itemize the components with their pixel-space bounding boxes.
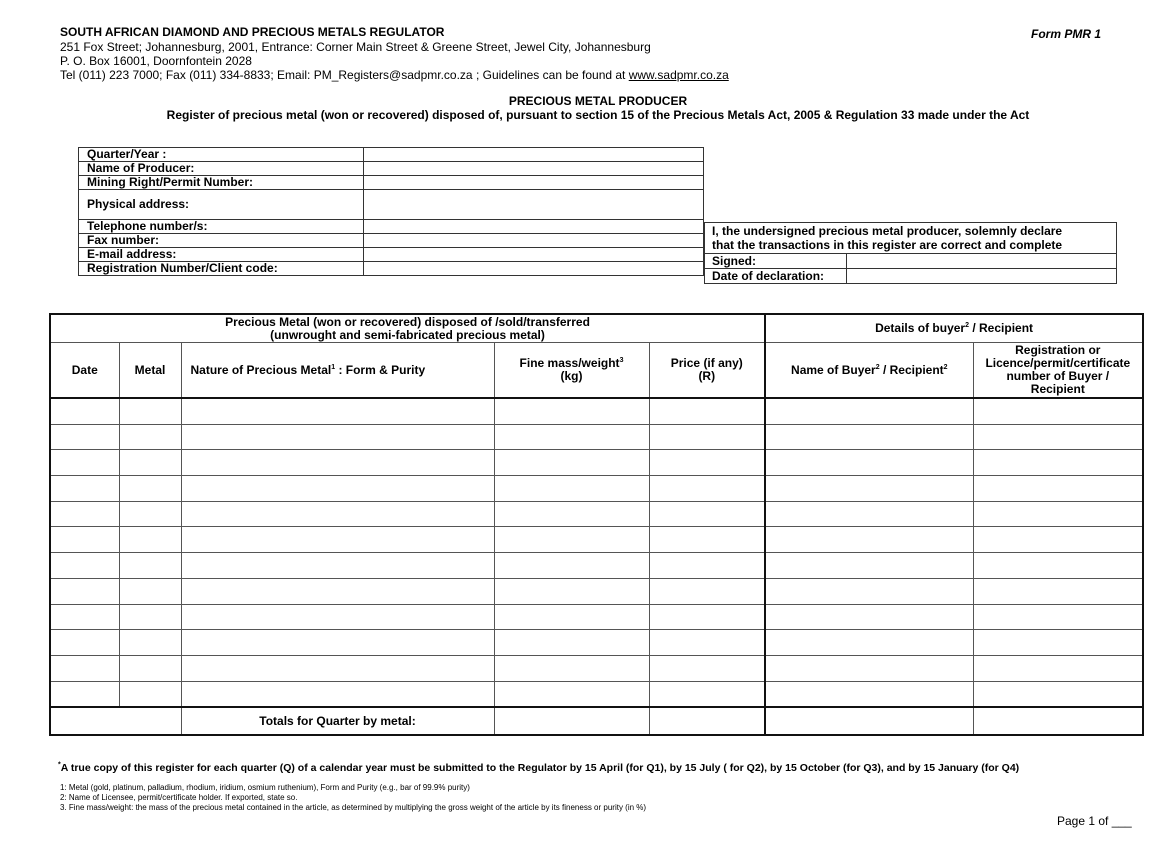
register-row [50, 501, 1143, 527]
declaration-date-field[interactable] [847, 269, 1117, 284]
price-cell[interactable] [649, 476, 765, 502]
date-cell[interactable] [50, 424, 119, 450]
registration-label-line: Recipient [1030, 382, 1085, 396]
contact-line [60, 68, 729, 83]
totals-label: Totals for Quarter by metal: [181, 707, 494, 735]
buyer-name-cell[interactable] [765, 527, 973, 553]
fine-mass-cell[interactable] [494, 527, 649, 553]
field-label: Mining Right/Permit Number: [79, 176, 364, 190]
metal-cell[interactable] [119, 527, 181, 553]
date-cell[interactable] [50, 578, 119, 604]
declaration-statement [705, 223, 1117, 254]
metal-cell[interactable] [119, 450, 181, 476]
field-row-mining-right [79, 176, 704, 190]
field-label: Fax number: [79, 234, 364, 248]
nature-cell[interactable] [181, 630, 494, 656]
buyer-name-cell[interactable] [765, 681, 973, 707]
website-link[interactable]: www.sadpmr.co.za [628, 68, 729, 82]
field-label: E-mail address: [79, 248, 364, 262]
metal-cell[interactable] [119, 578, 181, 604]
mass-unit: (kg) [560, 369, 583, 383]
field-row-quarter-year [79, 148, 704, 162]
metal-cell[interactable] [119, 501, 181, 527]
date-cell[interactable] [50, 553, 119, 579]
field-row-producer-name [79, 162, 704, 176]
date-cell[interactable] [50, 398, 119, 424]
price-cell[interactable] [649, 681, 765, 707]
column-header-nature [181, 343, 494, 399]
price-cell[interactable] [649, 655, 765, 681]
buyer-name-cell[interactable] [765, 655, 973, 681]
date-cell[interactable] [50, 501, 119, 527]
register-row [50, 630, 1143, 656]
declaration-table [704, 222, 1117, 284]
totals-blank-cell [50, 707, 181, 735]
buyer-group-label: Details of buyer [875, 321, 966, 335]
field-label: Telephone number/s: [79, 220, 364, 234]
address-line: 251 Fox Street; Johannesburg, 2001, Entrance: Corner Main Street & Greene Street, Jewel City, Johannesburg [60, 40, 651, 54]
register-row [50, 681, 1143, 707]
footnote-ref: 2 [965, 322, 970, 329]
disposal-group-header [50, 314, 765, 343]
fine-mass-cell[interactable] [494, 630, 649, 656]
nature-cell[interactable] [181, 398, 494, 424]
nature-cell[interactable] [181, 655, 494, 681]
fine-mass-cell[interactable] [494, 450, 649, 476]
register-row [50, 655, 1143, 681]
field-label: Registration Number/Client code: [79, 262, 364, 276]
registration-cell[interactable] [973, 450, 1143, 476]
buyer-name-cell[interactable] [765, 604, 973, 630]
declaration-line: I, the undersigned precious metal producer, solemnly declare [712, 224, 1063, 238]
date-cell[interactable] [50, 527, 119, 553]
fine-mass-cell[interactable] [494, 501, 649, 527]
page-number: Page 1 of ___ [1057, 814, 1132, 828]
mass-label: Fine mass/weight$^3$ [519, 356, 624, 370]
column-header-metal: Metal [119, 343, 181, 399]
register-body [50, 398, 1143, 707]
footnote-ref: 2 [875, 363, 880, 371]
fine-mass-cell[interactable] [494, 553, 649, 579]
price-cell[interactable] [649, 424, 765, 450]
fax-field[interactable] [364, 234, 704, 248]
fine-mass-cell[interactable] [494, 681, 649, 707]
form-code: Form PMR 1 [1031, 27, 1102, 41]
group-header-line: Precious Metal (won or recovered) disposed of /sold/transferred [225, 314, 590, 329]
register-row [50, 553, 1143, 579]
total-fine-mass-cell[interactable] [494, 707, 649, 735]
submission-text: A true copy of this register for each quarter (Q) of a calendar year must be submitted to the Regulator by 15 April (for Q1), by 15 July ( for Q2), by 15 October (for Q3), and by 15 January (for Q4) [60, 762, 1020, 774]
column-header-buyer-name [765, 343, 973, 399]
signed-label: Signed: [705, 254, 847, 269]
registration-cell[interactable] [973, 553, 1143, 579]
totals-buyer-cell [765, 707, 973, 735]
telephone-field[interactable] [364, 220, 704, 234]
totals-registration-cell [973, 707, 1143, 735]
nature-cell[interactable] [181, 578, 494, 604]
price-cell[interactable] [649, 630, 765, 656]
nature-cell[interactable] [181, 604, 494, 630]
price-cell[interactable] [649, 578, 765, 604]
buyer-name-cell[interactable] [765, 424, 973, 450]
nature-cell[interactable] [181, 681, 494, 707]
registration-cell[interactable] [973, 681, 1143, 707]
field-label: Name of Producer: [79, 162, 364, 176]
price-label: Price (if any) [670, 356, 743, 370]
metal-cell[interactable] [119, 476, 181, 502]
declaration-line: that the transactions in this register are correct and complete [712, 238, 1063, 252]
fine-mass-cell[interactable] [494, 604, 649, 630]
registration-cell[interactable] [973, 630, 1143, 656]
nature-cell[interactable] [181, 553, 494, 579]
fine-mass-cell[interactable] [494, 424, 649, 450]
producer-info-table [78, 147, 704, 276]
metal-cell[interactable] [119, 655, 181, 681]
footnote-ref: 2 [943, 363, 948, 371]
document-subtitle: Register of precious metal (won or recovered) disposed of, pursuant to section 15 of the Precious Metals Act, 2005 & Regulation 33 made under the Act [166, 108, 1030, 122]
column-header-fine-mass [494, 343, 649, 399]
price-cell[interactable] [649, 604, 765, 630]
date-cell[interactable] [50, 604, 119, 630]
registration-label-line: number of Buyer / [1006, 369, 1110, 383]
register-row [50, 527, 1143, 553]
register-row [50, 424, 1143, 450]
fine-mass-cell[interactable] [494, 655, 649, 681]
date-cell[interactable] [50, 450, 119, 476]
registration-label-line: Registration or [1015, 343, 1101, 357]
nature-cell[interactable] [181, 450, 494, 476]
date-cell[interactable] [50, 655, 119, 681]
footnote-ref: 1 [331, 363, 336, 371]
fine-mass-cell[interactable] [494, 578, 649, 604]
registration-number-field[interactable] [364, 262, 704, 276]
registration-cell[interactable] [973, 476, 1143, 502]
registration-cell[interactable] [973, 424, 1143, 450]
price-cell[interactable] [649, 450, 765, 476]
quarter-year-field[interactable] [364, 148, 704, 162]
column-header-registration [973, 343, 1143, 399]
field-label: Quarter/Year : [79, 148, 364, 162]
totals-row [50, 707, 1143, 735]
buyer-name-cell[interactable] [765, 553, 973, 579]
buyer-group-header [765, 314, 1143, 343]
field-row-email [79, 248, 704, 262]
column-header-price [649, 343, 765, 399]
register-row [50, 398, 1143, 424]
nature-cell[interactable] [181, 501, 494, 527]
date-cell[interactable] [50, 681, 119, 707]
nature-cell[interactable] [181, 424, 494, 450]
po-box-line: P. O. Box 16001, Doornfontein 2028 [60, 54, 252, 68]
fine-mass-cell[interactable] [494, 398, 649, 424]
document-title: PRECIOUS METAL PRODUCER [508, 94, 688, 108]
price-cell[interactable] [649, 501, 765, 527]
buyer-name-suffix: / Recipient [879, 362, 944, 377]
buyer-name-cell[interactable] [765, 501, 973, 527]
field-row-physical-address [79, 190, 704, 220]
mining-right-field[interactable] [364, 176, 704, 190]
registration-cell[interactable] [973, 501, 1143, 527]
field-row-fax [79, 234, 704, 248]
footnote-3: 3. Fine mass/weight: the mass of the precious metal contained in the article, as determined by multiplying the gross weight of the article by its fineness or purity (in %) [60, 803, 647, 812]
registration-cell[interactable] [973, 578, 1143, 604]
declaration-date-label: Date of declaration: [705, 269, 847, 284]
metal-cell[interactable] [119, 681, 181, 707]
submission-note [58, 762, 1019, 774]
buyer-name-label: Name of Buyer [791, 362, 876, 377]
footnote-1: 1: Metal (gold, platinum, palladium, rhodium, iridium, osmium ruthenium), Form and Purity (e.g., bar of 99.9% purity) [60, 783, 470, 792]
price-cell[interactable] [649, 398, 765, 424]
buyer-group-suffix: / Recipient [969, 321, 1034, 335]
buyer-name-cell[interactable] [765, 398, 973, 424]
metal-cell[interactable] [119, 398, 181, 424]
register-row [50, 476, 1143, 502]
metal-cell[interactable] [119, 630, 181, 656]
nature-cell[interactable] [181, 476, 494, 502]
total-price-cell[interactable] [649, 707, 765, 735]
contact-details: Tel (011) 223 7000; Fax (011) 334-8833; Email: PM_Registers@sadpmr.co.za ; Guidelines can be found at [60, 68, 629, 82]
field-label: Physical address: [79, 190, 364, 220]
date-cell[interactable] [50, 476, 119, 502]
signature-field[interactable] [847, 254, 1117, 269]
registration-label-line: Licence/permit/certificate [985, 356, 1131, 370]
buyer-name-cell[interactable] [765, 450, 973, 476]
registration-cell[interactable] [973, 655, 1143, 681]
nature-suffix: : Form & Purity [335, 362, 426, 377]
group-header-line: (unwrought and semi-fabricated precious metal) [270, 327, 545, 342]
buyer-name-cell[interactable] [765, 630, 973, 656]
physical-address-field[interactable] [364, 190, 704, 220]
email-field[interactable] [364, 248, 704, 262]
nature-cell[interactable] [181, 527, 494, 553]
metal-cell[interactable] [119, 604, 181, 630]
metal-cell[interactable] [119, 553, 181, 579]
buyer-name-cell[interactable] [765, 578, 973, 604]
register-row [50, 450, 1143, 476]
metal-cell[interactable] [119, 424, 181, 450]
note-marker: * [58, 761, 61, 769]
date-cell[interactable] [50, 630, 119, 656]
fine-mass-cell[interactable] [494, 476, 649, 502]
nature-label: Nature of Precious Metal [190, 362, 332, 377]
field-row-telephone [79, 220, 704, 234]
footnote-2: 2: Name of Licensee, permit/certificate holder. If exported, state so. [60, 793, 298, 802]
register-table [49, 313, 1144, 736]
price-cell[interactable] [649, 553, 765, 579]
price-cell[interactable] [649, 527, 765, 553]
registration-cell[interactable] [973, 527, 1143, 553]
register-row [50, 604, 1143, 630]
buyer-name-cell[interactable] [765, 476, 973, 502]
footnote-ref: 3 [619, 357, 624, 364]
column-header-date: Date [50, 343, 119, 399]
register-row [50, 578, 1143, 604]
registration-cell[interactable] [973, 604, 1143, 630]
field-row-registration [79, 262, 704, 276]
regulator-name: SOUTH AFRICAN DIAMOND AND PRECIOUS METALS REGULATOR [60, 25, 445, 39]
registration-cell[interactable] [973, 398, 1143, 424]
producer-name-field[interactable] [364, 162, 704, 176]
price-unit: (R) [698, 369, 716, 383]
